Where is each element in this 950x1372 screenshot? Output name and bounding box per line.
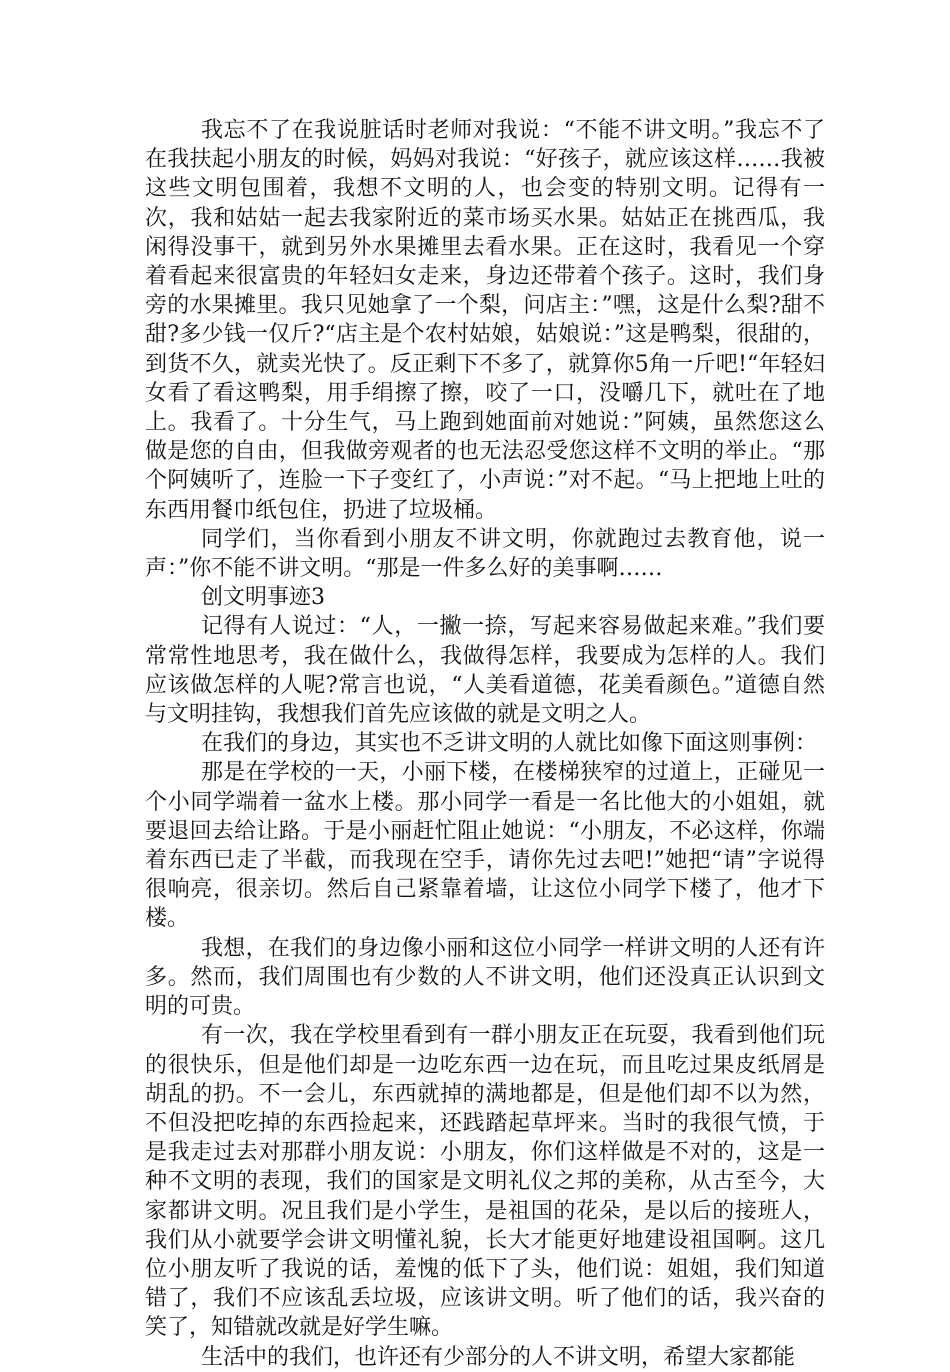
section-title: 创文明事迹3 xyxy=(201,585,325,611)
paragraph: 记得有人说过：“人，一撇一捺，写起来容易做起来难。”我们要常常性地思考，我在做什么，我做得怎样，我要成为怎样的人。我们应该做怎样的人呢?常言也说，“人美看道德，花美看颜色。”道德自然与文明挂钩，我想我们首先应该做的就是文明之人。 xyxy=(145,614,825,728)
paragraph: 我忘不了在我说脏话时老师对我说：“不能不讲文明。”我忘不了在我扶起小朋友的时候，妈妈对我说：“好孩子，就应该这样……我被这些文明包围着，我想不文明的人，也会变的特别文明。记得有一次，我和姑姑一起去我家附近的菜市场买水果。姑姑正在挑西瓜，我闲得没事干，就到另外水果摊里去看水果。正在这时，我看见一个穿着看起来很富贵的年轻妇女走来，身边还带着个孩子。这时，我们身旁的水果摊里。我只见她拿了一个梨，问店主：”嘿，这是什么梨?甜不甜?多少钱一仅斤?“店主是个农村姑娘，姑娘说：”这是鸭梨，很甜的，到货不久，就卖光快了。反正剩下不多了，就算你5角一斤吧!“年轻妇女看了看这鸭梨，用手绢擦了擦，咬了一口，没嚼几下，就吐在了地上。我看了。十分生气，马上跑到她面前对她说：”阿姨，虽然您这么做是您的自由，但我做旁观者的也无法忍受您这样不文明的举止。“那个阿姨听了，连脸一下子变红了，小声说：”对不起。“马上把地上吐的东西用餐巾纸包住，扔进了垃圾桶。 xyxy=(145,118,825,523)
paragraph: 那是在学校的一天，小丽下楼，在楼梯狭窄的过道上，正碰见一个小同学端着一盆水上楼。那小同学一看是一名比他大的小姐姐，就要退回去给让路。于是小丽赶忙阻止她说：“小朋友，不必这样，你端着东西已走了半截，而我现在空手，请你先过去吧!”她把“请”字说得很响亮，很亲切。然后自己紧靠着墙，让这位小同学下楼了，他才下楼。 xyxy=(145,760,825,932)
paragraph: 有一次，我在学校里看到有一群小朋友正在玩耍，我看到他们玩的很快乐，但是他们却是一边吃东西一边在玩，而且吃过果皮纸屑是胡乱的扔。不一会儿，东西就掉的满地都是，但是他们却不以为然，不但没把吃掉的东西捡起来，还践踏起草坪来。当时的我很气愤，于是我走过去对那群小朋友说：小朋友，你们这样做是不对的，这是一种不文明的表现，我们的国家是文明礼仪之邦的美称，从古至今，大家都讲文明。况且我们是小学生，是祖国的花朵，是以后的接班人，我们从小就要学会讲文明懂礼貌，长大才能更好地建设祖国啊。这几位小朋友听了我说的话，羞愧的低下了头，他们说：姐姐，我们知道错了，我们不应该乱丢垃圾，应该讲文明。听了他们的话，我兴奋的笑了，知错就改就是好学生嘛。 xyxy=(145,1023,825,1341)
paragraph: 生活中的我们，也许还有少部分的人不讲文明，希望大家都能 xyxy=(201,1344,796,1370)
paragraph: 同学们，当你看到小朋友不讲文明，你就跑过去教育他，说一声：”你不能不讲文明。“那是一件多么好的美事啊…… xyxy=(145,526,825,582)
paragraph: 在我们的身边，其实也不乏讲文明的人就比如像下面这则事例： xyxy=(201,731,818,757)
document-page xyxy=(145,116,825,1372)
paragraph: 我想，在我们的身边像小丽和这位小同学一样讲文明的人还有许多。然而，我们周围也有少数的人不讲文明，他们还没真正认识到文明的可贵。 xyxy=(145,935,825,1020)
